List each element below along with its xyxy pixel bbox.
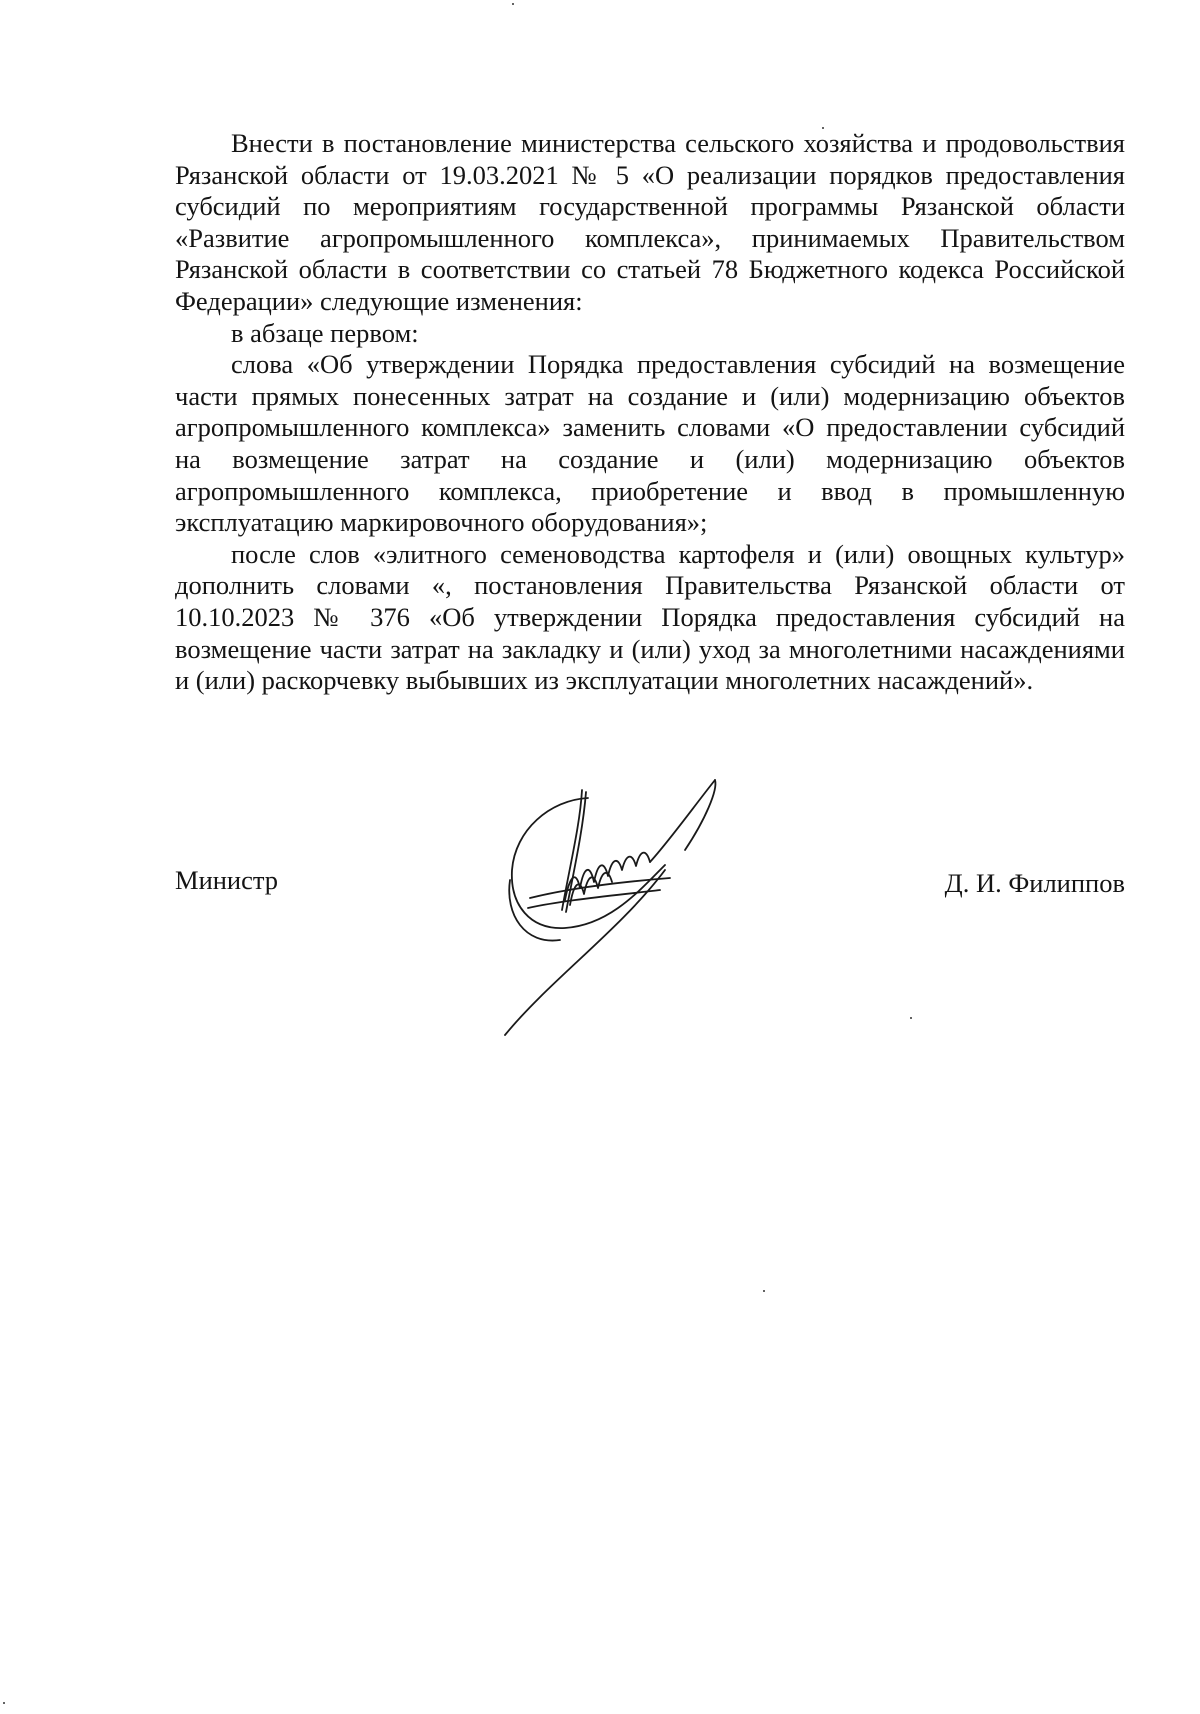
paragraph-amendment-intro: Внести в постановление министерства сельского хозяйства и продовольствия Рязанской области от 19.03.2021 № 5 «О реализации порядков предоставления субсидий по мероприятиям государственной программы Рязанской области «Развитие агропромышленного комплекса», принимаемых Правительством Рязанской области в соответствии со статьей 78 Бюджетного кодекса Российской Федерации» следующие изменения: <box>175 128 1125 316</box>
scan-speck <box>512 3 514 5</box>
paragraph-first-section: в абзаце первом: <box>231 317 419 348</box>
scan-speck <box>3 1702 5 1704</box>
paragraph-replace-words: слова «Об утверждении Порядка предоставления субсидий на возмещение части прямых понесенных затрат на создание и (или) модернизацию объектов агропромышленного комплекса» заменить словами «О предоставлении субсидий на возмещение затрат на создание и (или) модернизацию объектов агропромышленного комплекса, приобретение и ввод в промышленную эксплуатацию маркировочного оборудования»; <box>175 349 1125 538</box>
signature-block <box>175 865 1125 905</box>
document-body <box>175 128 1125 697</box>
scan-speck <box>763 1290 765 1292</box>
signatory-role: Министр <box>175 865 279 895</box>
signatory-name: Д. И. Филиппов <box>944 868 1125 898</box>
handwritten-signature <box>470 770 800 1040</box>
paragraph-add-words: после слов «элитного семеноводства картофеля и (или) овощных культур» дополнить словами «, постановления Правительства Рязанской области от 10.10.2023 № 376 «Об утверждении Порядка предоставления субсидий на возмещение части затрат на закладку и (или) уход за многолетними насаждениями и (или) раскорчевку выбывших из эксплуатации многолетних насаждений». <box>175 538 1125 696</box>
scan-speck <box>910 1017 912 1019</box>
